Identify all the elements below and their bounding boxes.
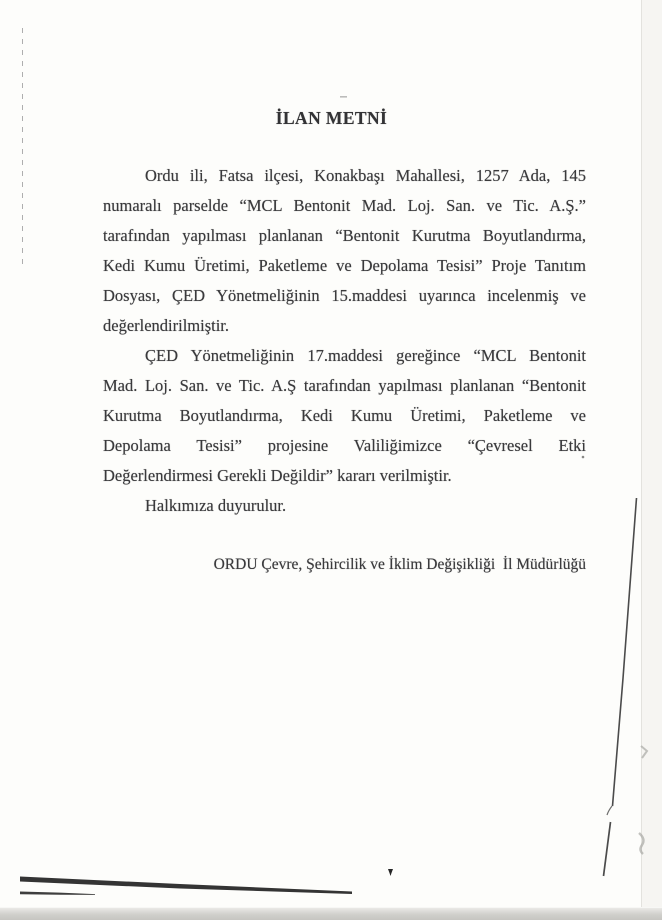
text-line: Mad. Loj. San. ve Tic. A.Ş tarafından yapılması planlanan “Bentonit: [103, 376, 586, 395]
scan-artifact-left-dashed-line: [22, 28, 23, 268]
scan-artifact-right-line: [607, 806, 612, 815]
text-line: Depolama Tesisi” projesine Valiliğimizce “Çevresel Etki: [103, 436, 586, 455]
document-body: [103, 104, 586, 580]
scan-ink-blot: [388, 869, 393, 876]
text-line: numaralı parselde “MCL Bentonit Mad. Loj. San. ve Tic. A.Ş.”: [103, 196, 586, 215]
text-line: ÇED Yönetmeliğinin 17.maddesi gereğince “MCL Bentonit: [145, 346, 586, 365]
document-title: İLAN METNİ: [275, 108, 388, 128]
signature-line: ORDU Çevre, Şehircilik ve İklim Değişikliği İl Müdürlüğü: [213, 556, 586, 573]
scan-speck: [340, 96, 347, 98]
scan-artifact-bottom-line: [20, 892, 95, 895]
text-line: tarafından yapılması planlanan “Bentonit Kurutma Boyutlandırma,: [103, 226, 586, 245]
scan-artifact-bottom-line: [20, 877, 352, 895]
paper-right-edge: [641, 0, 662, 908]
text-line: Ordu ili, Fatsa ilçesi, Konakbaşı Mahallesi, 1257 Ada, 145: [145, 166, 586, 185]
text-line: Halkımıza duyurulur.: [145, 496, 287, 515]
text-line: değerlendirilmiştir.: [103, 316, 230, 335]
text-line: Değerlendirmesi Gerekli Değildir” kararı verilmiştir.: [103, 466, 452, 485]
text-line: Kurutma Boyutlandırma, Kedi Kumu Üretimi, Paketleme ve: [103, 406, 586, 425]
scan-artifact-right-line: [604, 822, 611, 876]
scanner-edge-bar: [0, 907, 662, 920]
paragraph: [103, 341, 586, 491]
paragraph: [103, 491, 586, 521]
scan-artifact-right-line: [613, 498, 637, 806]
paragraph: [103, 161, 586, 341]
text-line: Dosyası, ÇED Yönetmeliğinin 15.maddesi uyarınca incelenmiş ve: [103, 286, 586, 305]
text-line: Kedi Kumu Üretimi, Paketleme ve Depolama Tesisi” Proje Tanıtım: [103, 256, 586, 275]
